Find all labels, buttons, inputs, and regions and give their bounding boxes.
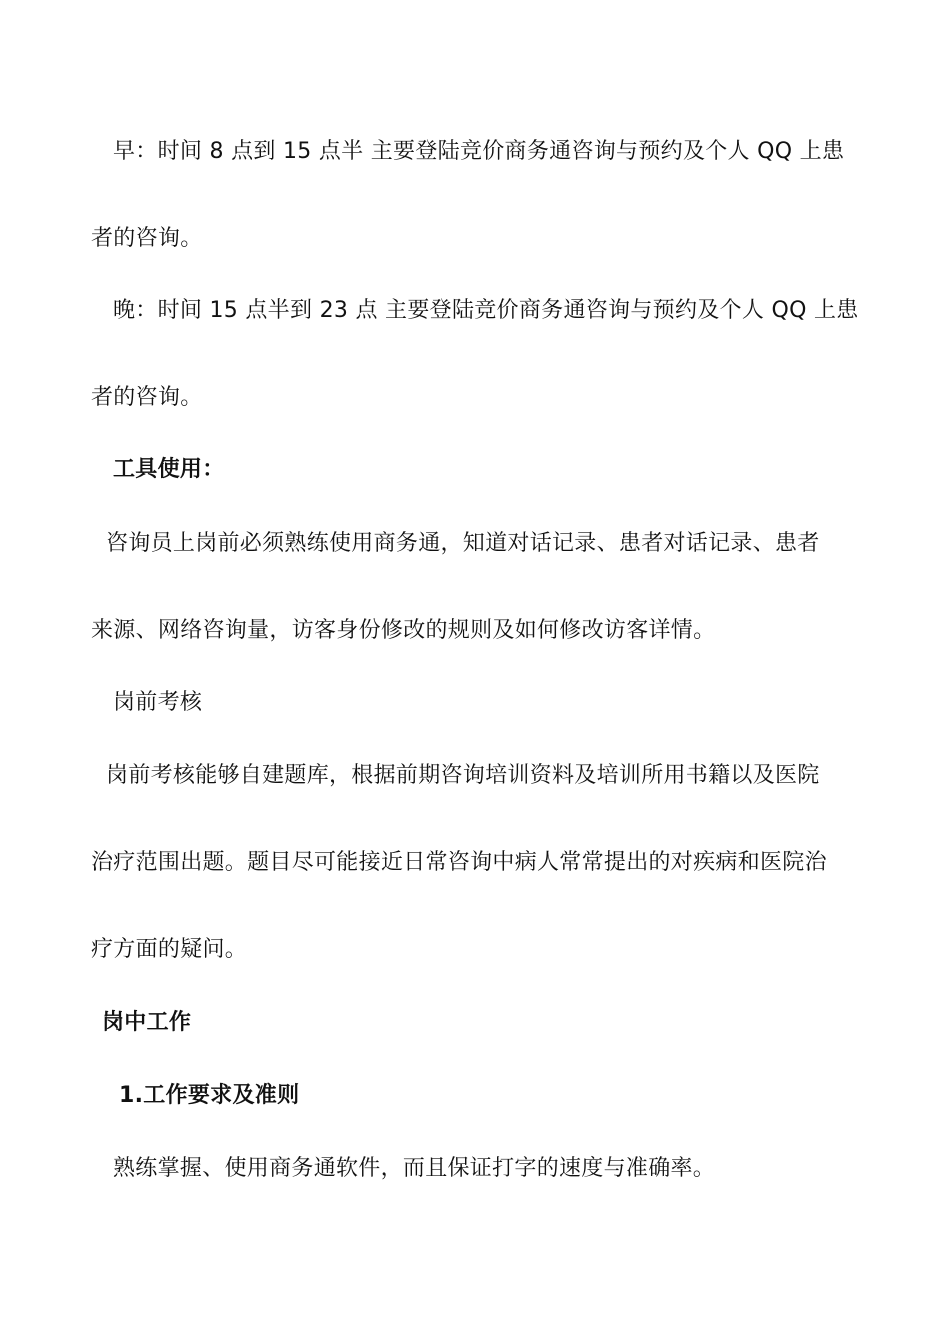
paragraph-assessment-line-3: 疗方面的疑问。	[91, 937, 248, 962]
heading-work-requirements: 1.工作要求及准则	[119, 1083, 300, 1108]
heading-on-job-work: 岗中工作	[102, 1010, 192, 1035]
paragraph-assessment-line-2: 治疗范围出题。题目尽可能接近日常咨询中病人常常提出的对疾病和医院治	[91, 850, 827, 875]
paragraph-morning-shift-line-2: 者的咨询。	[91, 226, 203, 251]
paragraph-work-requirements-line-1: 熟练掌握、使用商务通软件，而且保证打字的速度与准确率。	[113, 1156, 716, 1181]
paragraph-morning-shift-line-1: 早：时间 8 点到 15 点半 主要登陆竞价商务通咨询与预约及个人 QQ 上患	[113, 139, 845, 164]
paragraph-tool-usage-line-2: 来源、网络咨询量，访客身份修改的规则及如何修改访客详情。	[91, 618, 716, 643]
paragraph-evening-shift-line-2: 者的咨询。	[91, 385, 203, 410]
paragraph-evening-shift-line-1: 晚：时间 15 点半到 23 点 主要登陆竞价商务通咨询与预约及个人 QQ 上患	[113, 298, 859, 323]
heading-pre-job-assessment: 岗前考核	[113, 690, 203, 715]
paragraph-assessment-line-1: 岗前考核能够自建题库，根据前期咨询培训资料及培训所用书籍以及医院	[106, 763, 820, 788]
paragraph-tool-usage-line-1: 咨询员上岗前必须熟练使用商务通，知道对话记录、患者对话记录、患者	[106, 531, 820, 556]
heading-tool-usage: 工具使用：	[113, 457, 225, 482]
